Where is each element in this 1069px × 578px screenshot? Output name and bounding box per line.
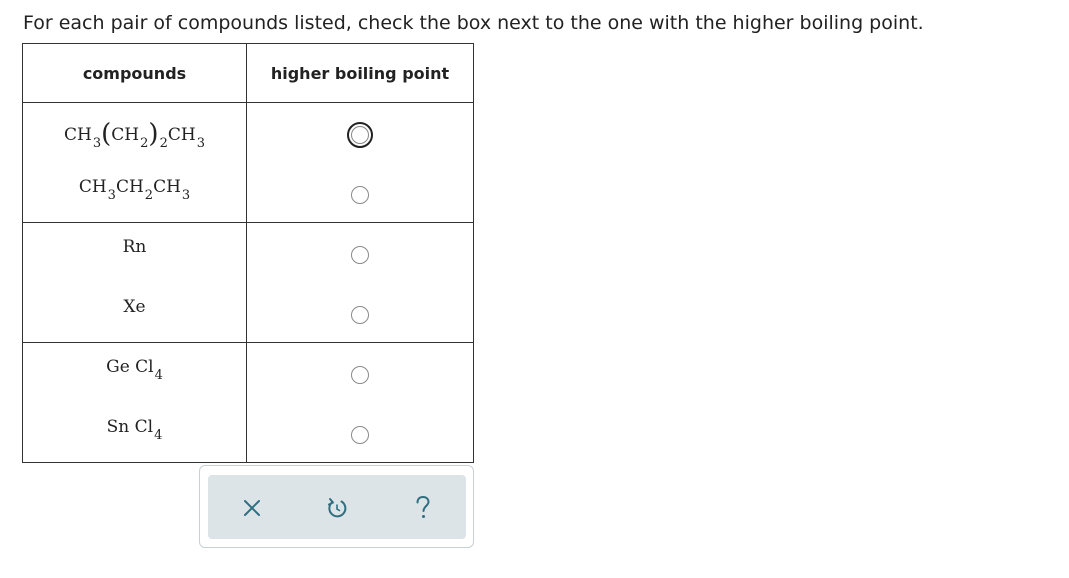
undo-icon [320,491,354,525]
header-compounds: compounds [23,44,247,103]
compound-formula: Sn $Cl_4$ [106,417,163,443]
choice-radio[interactable] [351,426,369,444]
table-row [23,103,474,223]
instructions-text: For each pair of compounds listed, check the box next to the one with the higher boiling point. [23,12,924,34]
compounds-cell [23,103,247,223]
header-higher-boiling-point: higher boiling point [247,44,474,103]
undo-button[interactable] [320,491,354,525]
compounds-cell [23,223,247,343]
choice-cell [247,103,474,223]
question-icon [406,491,440,525]
choice-radio[interactable] [347,122,373,148]
table-row [23,223,474,343]
compound-formula: Xe [123,297,146,317]
toolbar-panel [208,475,466,539]
choice-cell [247,343,474,463]
compound-formula: $CH_3CH_2CH_3$ [78,177,191,203]
compound-formula: $CH_3(CH_2)_2CH_3$ [64,119,205,151]
compounds-table [22,43,474,463]
help-button[interactable] [406,491,440,525]
choice-radio[interactable] [351,186,369,204]
clear-button[interactable] [235,491,269,525]
compound-formula: Rn [122,237,147,257]
x-icon [235,491,269,525]
compound-formula: Ge $Cl_4$ [106,357,163,383]
choice-radio[interactable] [351,246,369,264]
compounds-cell [23,343,247,463]
choice-radio[interactable] [351,366,369,384]
choice-cell [247,223,474,343]
answer-toolbar [199,465,474,548]
table-row [23,343,474,463]
choice-radio[interactable] [351,306,369,324]
